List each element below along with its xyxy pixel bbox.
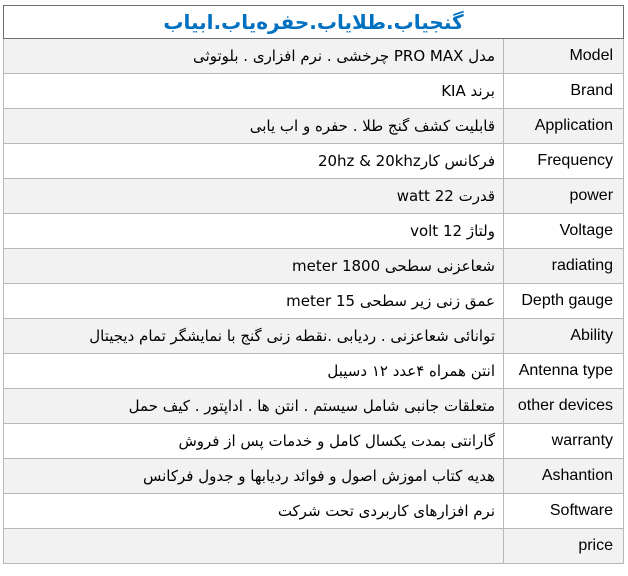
row-key: price (504, 529, 624, 564)
table-row (4, 109, 624, 144)
table-row (4, 494, 624, 529)
row-value: گارانتی بمدت یکسال کامل و خدمات پس از فروش (4, 424, 504, 459)
table-row (4, 459, 624, 494)
row-key: warranty (504, 424, 624, 459)
row-value: برند KIA (4, 74, 504, 109)
row-value: نرم افزارهای کاربردی تحت شرکت (4, 494, 504, 529)
row-key: Antenna type (504, 354, 624, 389)
row-value: فرکانس کار20hz & 20khz (4, 144, 504, 179)
table-row (4, 74, 624, 109)
row-value: شعاعزنی سطحی 1800 meter (4, 249, 504, 284)
spec-sheet (3, 5, 623, 564)
table-row (4, 144, 624, 179)
table-row (4, 284, 624, 319)
table-row (4, 389, 624, 424)
table-row (4, 179, 624, 214)
row-value: عمق زنی زیر سطحی 15 meter (4, 284, 504, 319)
row-key: radiating (504, 249, 624, 284)
table-title: گنجیاب.طلایاب.حفره‌یاب.ابیاب (4, 6, 624, 39)
row-value (4, 529, 504, 564)
row-key: Brand (504, 74, 624, 109)
table-row (4, 424, 624, 459)
row-key: Frequency (504, 144, 624, 179)
row-key: other devices (504, 389, 624, 424)
table-row (4, 354, 624, 389)
row-key: Ashantion (504, 459, 624, 494)
table-row (4, 249, 624, 284)
row-key: Model (504, 39, 624, 74)
row-value: انتن همراه ۴عدد ۱۲ دسیبل (4, 354, 504, 389)
table-row (4, 39, 624, 74)
row-key: power (504, 179, 624, 214)
row-key: Application (504, 109, 624, 144)
row-key: Depth gauge (504, 284, 624, 319)
row-value: هدیه کتاب اموزش اصول و فوائد ردیابها و جدول فرکانس (4, 459, 504, 494)
title-row (4, 6, 624, 39)
row-key: Software (504, 494, 624, 529)
row-value: متعلقات جانبی شامل سیستم . انتن ها . اداپتور . کیف حمل (4, 389, 504, 424)
row-value: قابلیت کشف گنج طلا . حفره و اب یابی (4, 109, 504, 144)
row-value: ولتاژ 12 volt (4, 214, 504, 249)
table-row (4, 319, 624, 354)
row-key: Voltage (504, 214, 624, 249)
row-value: توانائی شعاعزنی . ردیابی .نقطه زنی گنج با نمایشگر تمام دیجیتال (4, 319, 504, 354)
row-value: قدرت 22 watt (4, 179, 504, 214)
table-row (4, 214, 624, 249)
row-value: مدل PRO MAX چرخشی . نرم افزاری . بلوتوثی (4, 39, 504, 74)
table-row (4, 529, 624, 564)
spec-table (3, 5, 624, 564)
row-key: Ability (504, 319, 624, 354)
